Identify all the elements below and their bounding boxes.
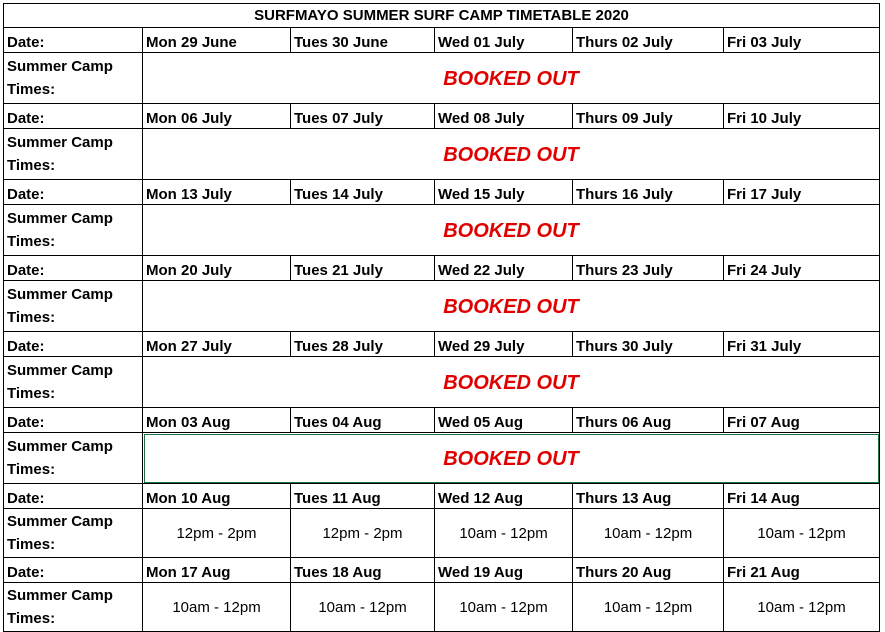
date-label-cell[interactable]: Date:: [4, 28, 143, 53]
date-cell[interactable]: Mon 29 June: [143, 28, 291, 53]
date-cell[interactable]: Thurs 02 July: [573, 28, 724, 53]
booked-out-cell[interactable]: BOOKED OUT: [143, 433, 880, 484]
times-row: [4, 53, 880, 104]
date-cell[interactable]: Mon 20 July: [143, 256, 291, 281]
timetable-sheet: [3, 3, 880, 632]
times-label-cell[interactable]: [4, 357, 143, 408]
date-cell[interactable]: Wed 05 Aug: [435, 408, 573, 433]
date-cell[interactable]: Mon 13 July: [143, 180, 291, 205]
time-cell[interactable]: 10am - 12pm: [435, 509, 573, 558]
times-label-line2: Times:: [7, 81, 56, 98]
date-row: [4, 484, 880, 509]
time-cell[interactable]: 10am - 12pm: [291, 583, 435, 632]
date-cell[interactable]: Thurs 09 July: [573, 104, 724, 129]
date-cell[interactable]: Wed 12 Aug: [435, 484, 573, 509]
date-cell[interactable]: Mon 17 Aug: [143, 558, 291, 583]
date-cell[interactable]: Wed 08 July: [435, 104, 573, 129]
booked-out-cell[interactable]: BOOKED OUT: [143, 53, 880, 104]
date-cell[interactable]: Thurs 06 Aug: [573, 408, 724, 433]
date-row: [4, 28, 880, 53]
date-cell[interactable]: Tues 28 July: [291, 332, 435, 357]
times-label-line2: Times:: [7, 309, 56, 326]
booked-out-cell[interactable]: BOOKED OUT: [143, 129, 880, 180]
times-label-line1: Summer Camp: [7, 587, 113, 604]
date-label-cell[interactable]: Date:: [4, 104, 143, 129]
times-label-line2: Times:: [7, 157, 56, 174]
date-cell[interactable]: Fri 14 Aug: [724, 484, 880, 509]
date-label-cell[interactable]: Date:: [4, 558, 143, 583]
times-label-line1: Summer Camp: [7, 513, 113, 530]
date-cell[interactable]: Thurs 16 July: [573, 180, 724, 205]
time-cell[interactable]: 10am - 12pm: [573, 509, 724, 558]
times-label-cell[interactable]: [4, 205, 143, 256]
date-cell[interactable]: Fri 03 July: [724, 28, 880, 53]
times-label-line2: Times:: [7, 385, 56, 402]
date-cell[interactable]: Fri 24 July: [724, 256, 880, 281]
date-cell[interactable]: Tues 21 July: [291, 256, 435, 281]
date-cell[interactable]: Wed 15 July: [435, 180, 573, 205]
times-label-line2: Times:: [7, 536, 56, 553]
time-cell[interactable]: 10am - 12pm: [435, 583, 573, 632]
times-row: [4, 357, 880, 408]
date-cell[interactable]: Fri 17 July: [724, 180, 880, 205]
times-label-cell[interactable]: [4, 53, 143, 104]
times-label-cell[interactable]: [4, 281, 143, 332]
times-label-line1: Summer Camp: [7, 134, 113, 151]
date-row: [4, 104, 880, 129]
booked-out-cell[interactable]: BOOKED OUT: [143, 281, 880, 332]
date-cell[interactable]: Fri 21 Aug: [724, 558, 880, 583]
booked-out-cell[interactable]: BOOKED OUT: [143, 357, 880, 408]
time-cell[interactable]: 10am - 12pm: [573, 583, 724, 632]
times-label-cell[interactable]: [4, 129, 143, 180]
date-row: [4, 558, 880, 583]
times-row: [4, 129, 880, 180]
times-row: [4, 281, 880, 332]
times-label-line1: Summer Camp: [7, 210, 113, 227]
times-label-cell[interactable]: [4, 509, 143, 558]
date-cell[interactable]: Mon 03 Aug: [143, 408, 291, 433]
times-row: [4, 509, 880, 558]
date-cell[interactable]: Thurs 20 Aug: [573, 558, 724, 583]
date-cell[interactable]: Wed 29 July: [435, 332, 573, 357]
date-label-cell[interactable]: Date:: [4, 180, 143, 205]
times-row: [4, 433, 880, 484]
date-row: [4, 408, 880, 433]
times-label-cell[interactable]: [4, 583, 143, 632]
date-cell[interactable]: Thurs 23 July: [573, 256, 724, 281]
date-cell[interactable]: Mon 27 July: [143, 332, 291, 357]
time-cell[interactable]: 12pm - 2pm: [291, 509, 435, 558]
date-cell[interactable]: Fri 31 July: [724, 332, 880, 357]
times-label-cell[interactable]: [4, 433, 143, 484]
timetable: [3, 3, 880, 632]
time-cell[interactable]: 10am - 12pm: [143, 583, 291, 632]
times-label-line2: Times:: [7, 610, 56, 627]
date-cell[interactable]: Wed 19 Aug: [435, 558, 573, 583]
times-row: [4, 205, 880, 256]
date-row: [4, 256, 880, 281]
times-label-line1: Summer Camp: [7, 58, 113, 75]
title-row: [4, 4, 880, 28]
date-cell[interactable]: Tues 11 Aug: [291, 484, 435, 509]
date-cell[interactable]: Mon 10 Aug: [143, 484, 291, 509]
times-label-line1: Summer Camp: [7, 362, 113, 379]
times-label-line2: Times:: [7, 461, 56, 478]
times-label-line2: Times:: [7, 233, 56, 250]
time-cell[interactable]: 10am - 12pm: [724, 509, 880, 558]
date-cell[interactable]: Wed 22 July: [435, 256, 573, 281]
date-row: [4, 180, 880, 205]
date-cell[interactable]: Tues 30 June: [291, 28, 435, 53]
date-cell[interactable]: Thurs 13 Aug: [573, 484, 724, 509]
date-label-cell[interactable]: Date:: [4, 484, 143, 509]
date-cell[interactable]: Tues 14 July: [291, 180, 435, 205]
times-label-line1: Summer Camp: [7, 286, 113, 303]
date-label-cell[interactable]: Date:: [4, 332, 143, 357]
date-label-cell[interactable]: Date:: [4, 408, 143, 433]
date-cell[interactable]: Mon 06 July: [143, 104, 291, 129]
date-cell[interactable]: Fri 10 July: [724, 104, 880, 129]
times-label-line1: Summer Camp: [7, 438, 113, 455]
date-cell[interactable]: Thurs 30 July: [573, 332, 724, 357]
times-row: [4, 583, 880, 632]
date-row: [4, 332, 880, 357]
date-label-cell[interactable]: Date:: [4, 256, 143, 281]
time-cell[interactable]: 10am - 12pm: [724, 583, 880, 632]
date-cell[interactable]: Tues 04 Aug: [291, 408, 435, 433]
timetable-title[interactable]: SURFMAYO SUMMER SURF CAMP TIMETABLE 2020: [4, 4, 880, 28]
date-cell[interactable]: Fri 07 Aug: [724, 408, 880, 433]
booked-out-cell[interactable]: BOOKED OUT: [143, 205, 880, 256]
time-cell[interactable]: 12pm - 2pm: [143, 509, 291, 558]
date-cell[interactable]: Wed 01 July: [435, 28, 573, 53]
date-cell[interactable]: Tues 18 Aug: [291, 558, 435, 583]
date-cell[interactable]: Tues 07 July: [291, 104, 435, 129]
